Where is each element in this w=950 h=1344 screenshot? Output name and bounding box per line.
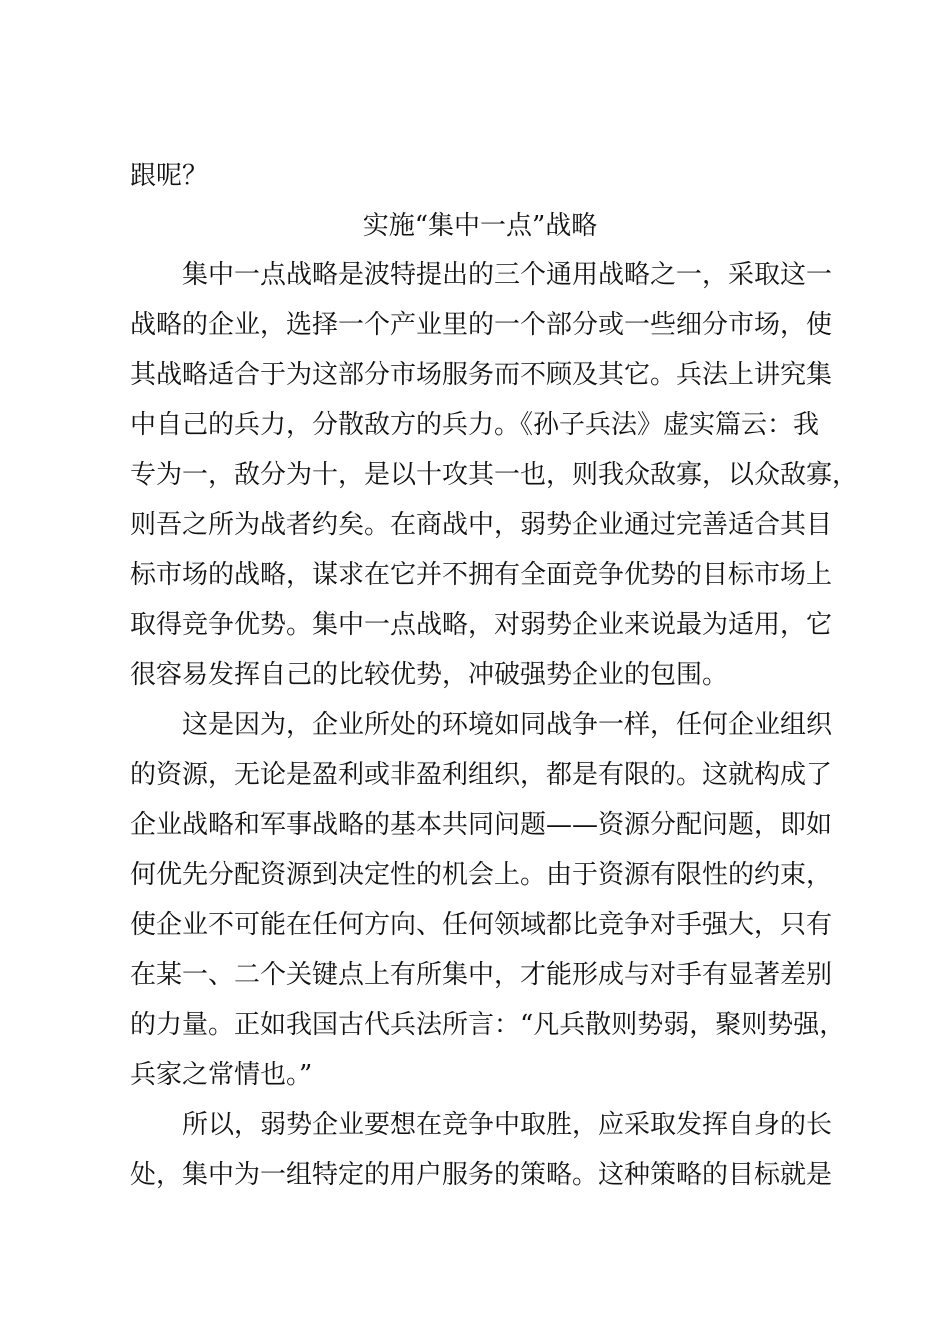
paragraph-3-line: 所以，弱势企业要想在竞争中取胜，应采取发挥自身的长 xyxy=(182,1110,833,1140)
paragraph-2-line: 这是因为，企业所处的环境如同战争一样，任何企业组织 xyxy=(182,710,833,740)
paragraph-1-line: 战略的企业，选择一个产业里的一个部分或一些细分市场，使 xyxy=(130,310,833,340)
paragraph-1-line: 集中一点战略是波特提出的三个通用战略之一，采取这一 xyxy=(182,260,833,290)
paragraph-2-line: 何优先分配资源到决定性的机会上。由于资源有限性的约束， xyxy=(130,860,833,890)
paragraph-1-line: 中自己的兵力，分散敌方的兵力。《孙子兵法》虚实篇云：我 xyxy=(130,410,820,440)
paragraph-1-line: 标市场的战略，谋求在它并不拥有全面竞争优势的目标市场上 xyxy=(130,560,833,590)
paragraph-2-line: 在某一、二个关键点上有所集中，才能形成与对手有显著差别 xyxy=(130,960,833,990)
continuation-text: 跟呢？ xyxy=(130,161,209,191)
paragraph-2-line: 使企业不可能在任何方向、任何领域都比竞争对手强大，只有 xyxy=(130,910,833,940)
paragraph-1-line: 很容易发挥自己的比较优势，冲破强势企业的包围。 xyxy=(130,660,729,690)
section-heading: 实施“集中一点”战略 xyxy=(362,211,598,241)
paragraph-2-line: 兵家之常情也。” xyxy=(130,1060,313,1090)
paragraph-2-line: 的资源，无论是盈利或非盈利组织，都是有限的。这就构成了 xyxy=(130,760,833,790)
paragraph-1-line: 则吾之所为战者约矣。在商战中，弱势企业通过完善适合其目 xyxy=(130,510,833,540)
paragraph-1-line: 取得竞争优势。集中一点战略，对弱势企业来说最为适用，它 xyxy=(130,610,833,640)
paragraph-2-line: 企业战略和军事战略的基本共同问题——资源分配问题，即如 xyxy=(130,810,833,840)
paragraph-2-line: 的力量。正如我国古代兵法所言：“凡兵散则势弱，聚则势强， xyxy=(130,1010,846,1040)
paragraph-3-line: 处，集中为一组特定的用户服务的策略。这种策略的目标就是 xyxy=(130,1160,833,1190)
paragraph-1-line: 其战略适合于为这部分市场服务而不顾及其它。兵法上讲究集 xyxy=(130,360,833,390)
paragraph-1-line: 专为一，敌分为十，是以十攻其一也，则我众敌寡，以众敌寡， xyxy=(130,460,859,490)
